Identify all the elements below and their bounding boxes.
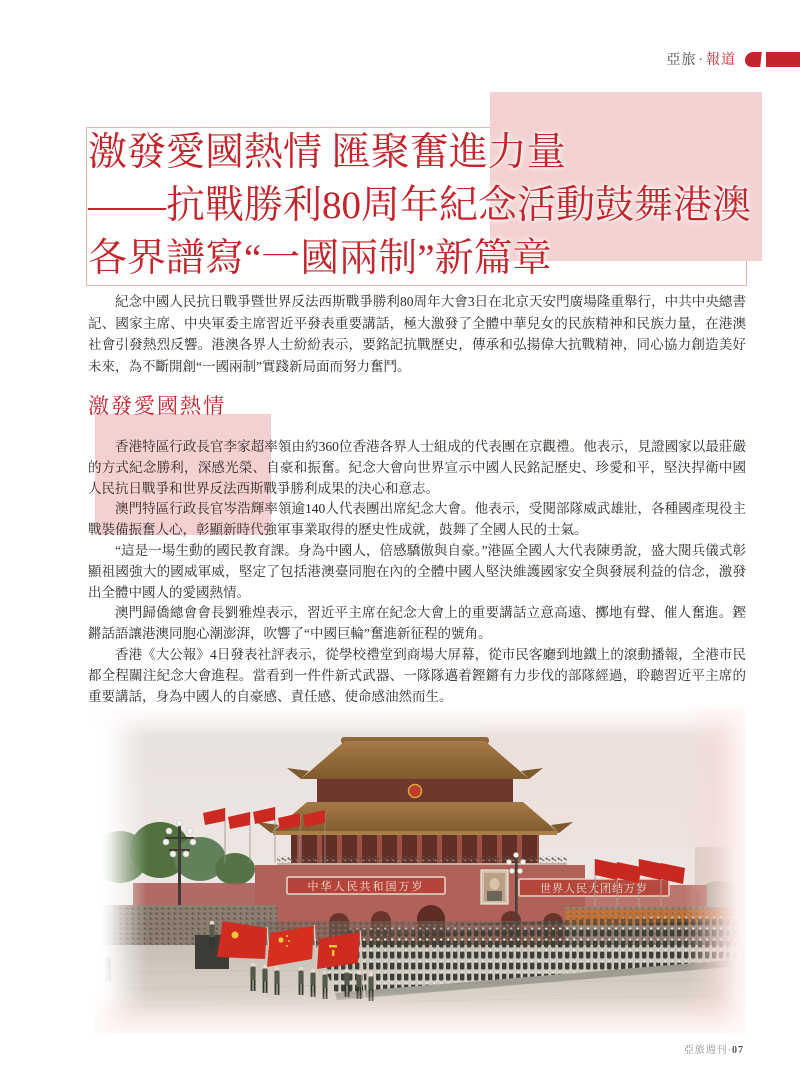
header-text (666, 49, 736, 69)
section-heading: 激發愛國熱情 (88, 394, 226, 418)
footer-dot: · (727, 1045, 732, 1056)
page-header (666, 50, 800, 68)
header-category-label: 報道 (706, 53, 736, 68)
body-paragraph: 澳門特區行政長官岑浩輝率領逾140人代表團出席紀念大會。他表示，受閱部隊威武雄壯，各種國產現役主戰裝備振奮人心，彰顯新時代強軍事業取得的歷史性成就，鼓舞了全國人民的士氣。 (88, 501, 746, 538)
body-paragraph: 香港《大公報》4日發表社評表示，從學校禮堂到商場大屏幕，從市民客廳到地鐵上的滾動播報，全港市民都全程關注紀念大會進程。當看到一件件新式武器、一隊隊邁着鏗鏘有力步伐的部隊經過，聆聽習近平主席的重要講話，身為中國人的自豪感、責任感、使命感油然而生。 (88, 646, 746, 704)
header-dot: · (698, 53, 704, 68)
header-section-label: 亞旅 (666, 53, 697, 68)
mao-portrait (481, 870, 508, 904)
slogan-left-text: 中华人民共和国万岁 (307, 881, 425, 893)
lede-paragraph: 紀念中國人民抗日戰爭暨世界反法西斯戰爭勝利80周年大會3日在北京天安門廣場隆重舉行，中共中央總書記、國家主席、中央軍委主席習近平發表重要講話，極大激發了全體中華兒女的民族精神和民族力量，在港澳社會引發熱烈反響。港澳各界人士紛紛表示，要銘記抗戰歷史，傳承和弘揚偉大抗戰精神，同心協力創造美好未來，為不斷開創“一國兩制”實踐新局面而努力奮鬥。 (88, 294, 746, 375)
slogan-right-text: 世界人民大团结万岁 (540, 883, 648, 895)
footer-magazine-label: 亞旅週刊 (683, 1045, 728, 1056)
article-title-line2: ——抗戰勝利80周年紀念活動鼓舞港澳 (88, 184, 752, 227)
header-bar-decor (766, 52, 800, 67)
slogan-plaque-left (287, 877, 445, 894)
page-footer (684, 1041, 744, 1056)
body-paragraph: 澳門歸僑總會會長劉雅煌表示，習近平主席在紀念大會上的重要講話立意高遠、擲地有聲、催人奮進。鏗鏘話語讓港澳同胞心潮澎湃，吹響了“中國巨輪”奮進新征程的號角。 (88, 605, 746, 642)
footer-page-number: 07 (732, 1045, 744, 1056)
body-paragraph: 香港特區行政長官李家超率領由約360位香港各界人士組成的代表團在京觀禮。他表示，見證國家以最莊嚴的方式紀念勝利，深感光榮、自豪和振奮。紀念大會向世界宣示中國人民銘記歷史、珍愛和平，堅決捍衛中國人民抗日戰爭和世界反法西斯戰爭勝利成果的決心和意志。 (88, 439, 746, 496)
body-paragraph: “這是一場生動的國民教育課。身為中國人，倍感驕傲與自豪。”港區全國人大代表陳勇說，盛大閱兵儀式彰顯祖國強大的國威軍威，堅定了包括港澳臺同胞在內的全體中國人堅決維護國家安全與發展利益的信念，激發出全體中國人的愛國熱情。 (88, 542, 746, 600)
article-title-line1: 激發愛國熱情 匯聚奮進力量 (88, 131, 566, 174)
parade-photo (95, 707, 745, 1033)
header-halfdisc-decor-icon (744, 52, 762, 67)
article-body (88, 437, 746, 707)
article-title-line3: 各界譜寫“一國兩制”新篇章 (88, 237, 552, 280)
parade-photo-illustration (95, 707, 745, 1033)
slogan-plaque-right (519, 879, 669, 896)
national-emblem (409, 785, 422, 798)
article-title (88, 126, 778, 285)
